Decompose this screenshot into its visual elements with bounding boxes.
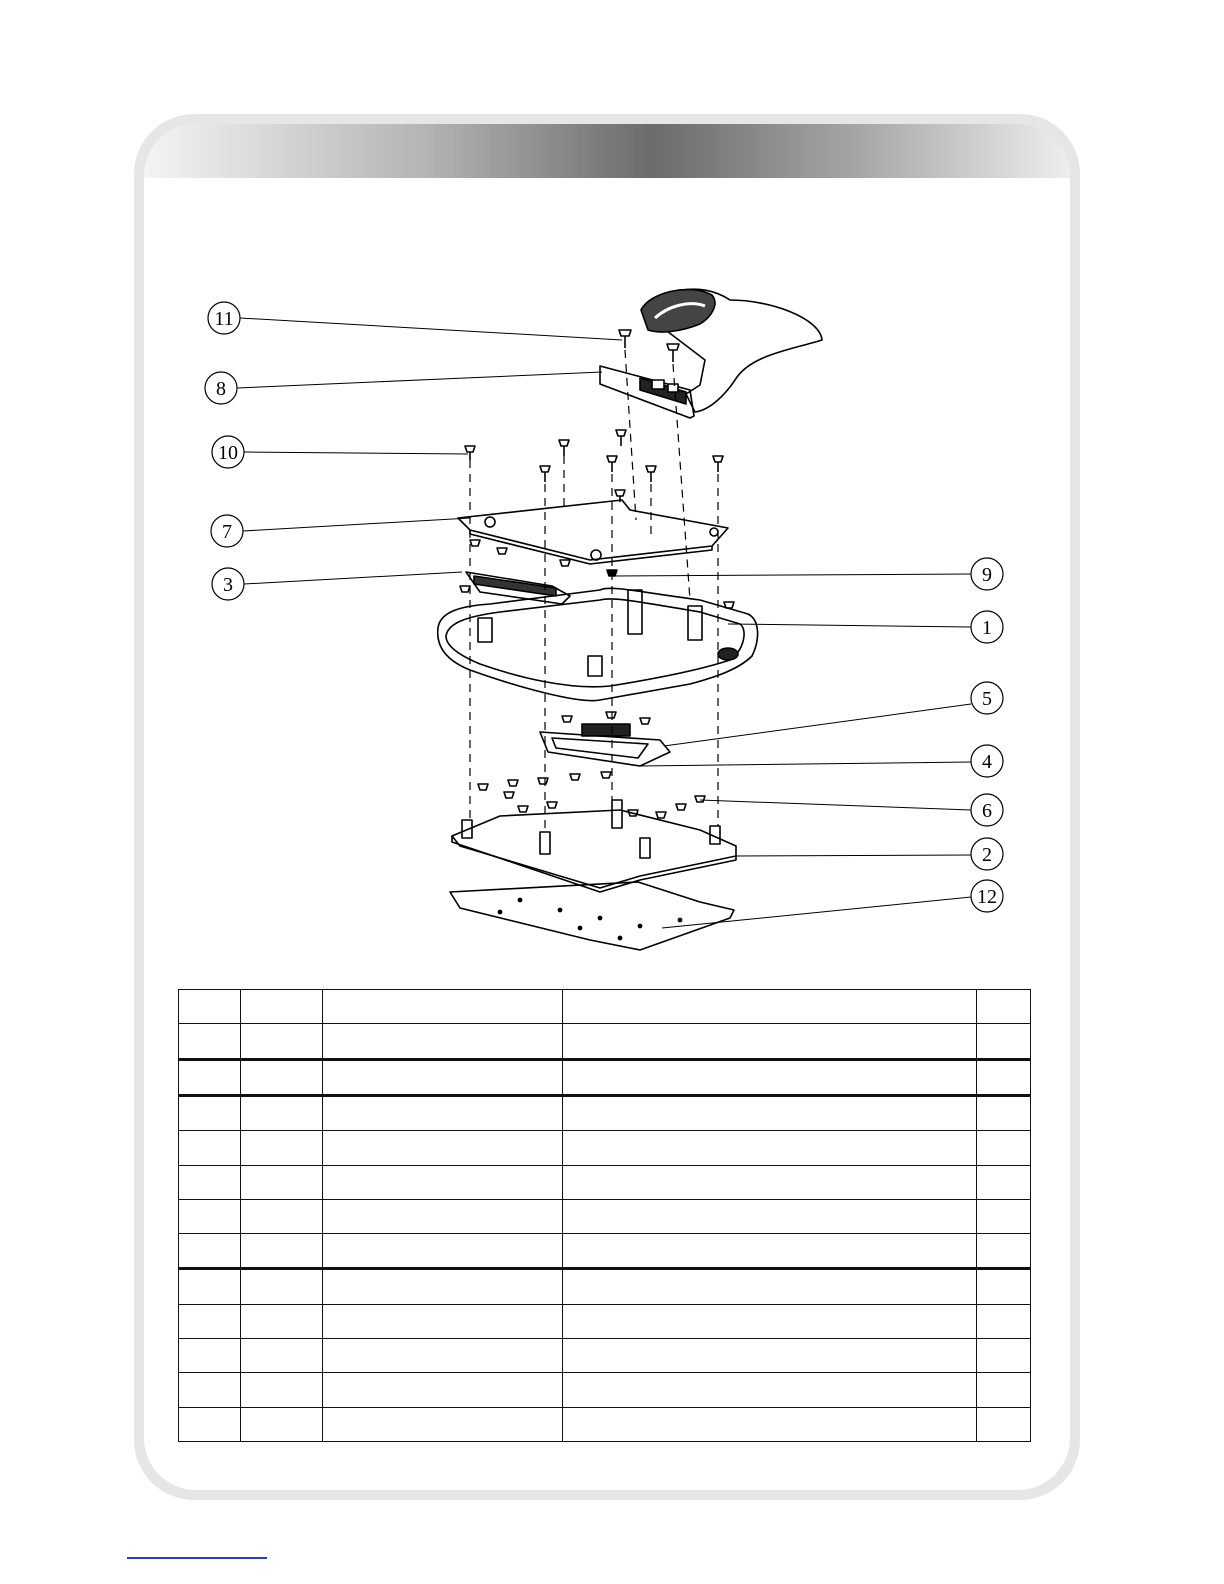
callout-8 (205, 372, 237, 404)
part-12-base-sheet (450, 882, 734, 950)
table-cell (179, 1059, 241, 1095)
svg-text:2: 2 (982, 844, 992, 866)
table-cell (563, 1269, 977, 1304)
table-cell (179, 1199, 241, 1233)
table-cell (977, 1339, 1031, 1373)
callout-leader-lines (237, 318, 971, 928)
table-cell (241, 1373, 323, 1407)
parts-list-table (178, 989, 1031, 1442)
table-cell (977, 1024, 1031, 1059)
table-cell (323, 1199, 563, 1233)
table-cell (323, 1339, 563, 1373)
table-cell (977, 1199, 1031, 1233)
callout-5 (971, 682, 1003, 714)
table-cell (323, 1407, 563, 1441)
table-row (179, 1269, 1031, 1304)
callout-2 (971, 838, 1003, 870)
table-cell (241, 1059, 323, 1095)
table-cell (241, 1024, 323, 1059)
svg-text:4: 4 (982, 751, 992, 773)
part-2-lower-housing (452, 800, 736, 892)
screws-11 (619, 330, 679, 362)
table-cell (241, 1339, 323, 1373)
svg-text:9: 9 (982, 564, 992, 586)
table-cell (323, 1059, 563, 1095)
part-4-keypad-frame (540, 724, 670, 766)
table-row (179, 1095, 1031, 1130)
table-cell (179, 1024, 241, 1059)
table-row (179, 1304, 1031, 1338)
svg-text:7: 7 (222, 521, 232, 543)
table-cell (977, 1165, 1031, 1199)
table-cell (241, 1407, 323, 1441)
table-row (179, 1234, 1031, 1269)
svg-text:10: 10 (218, 442, 238, 464)
part-3-hinge (466, 572, 570, 604)
table-cell (241, 1165, 323, 1199)
callout-9 (971, 558, 1003, 590)
callout-3 (212, 568, 244, 600)
table-cell (323, 990, 563, 1024)
table-cell (241, 1234, 323, 1269)
table-cell (323, 1269, 563, 1304)
table-row (179, 1373, 1031, 1407)
table-cell (977, 1407, 1031, 1441)
table-cell (977, 1234, 1031, 1269)
part-8-display-module (600, 366, 694, 418)
table-cell (977, 990, 1031, 1024)
svg-text:1: 1 (982, 617, 992, 639)
table-cell (977, 1269, 1031, 1304)
table-row (179, 1059, 1031, 1095)
callout-6 (971, 794, 1003, 826)
table-cell (241, 1269, 323, 1304)
footer-link-underline[interactable] (127, 1557, 267, 1559)
table-cell (179, 1373, 241, 1407)
table-cell (563, 1234, 977, 1269)
table-row (179, 1024, 1031, 1059)
table-cell (179, 1304, 241, 1338)
svg-text:11: 11 (214, 308, 234, 330)
table-cell (977, 1059, 1031, 1095)
table-cell (977, 1131, 1031, 1165)
table-row (179, 1131, 1031, 1165)
svg-text:8: 8 (216, 378, 226, 400)
table-cell (179, 990, 241, 1024)
table-cell (241, 1304, 323, 1338)
part-1-upper-housing (438, 588, 758, 700)
table-cell (563, 1024, 977, 1059)
table-cell (977, 1095, 1031, 1130)
table-cell (179, 1407, 241, 1441)
table-cell (323, 1095, 563, 1130)
table-cell (563, 1059, 977, 1095)
table-cell (977, 1304, 1031, 1338)
callout-12 (971, 880, 1003, 912)
table-row (179, 1165, 1031, 1199)
table-cell (977, 1373, 1031, 1407)
table-cell (323, 1024, 563, 1059)
table-header-row (179, 990, 1031, 1024)
callout-10 (212, 436, 244, 468)
table-cell (563, 1095, 977, 1130)
table-cell (179, 1339, 241, 1373)
svg-text:5: 5 (982, 688, 992, 710)
table-cell (179, 1095, 241, 1130)
table-cell (323, 1131, 563, 1165)
table-row (179, 1339, 1031, 1373)
table-cell (563, 990, 977, 1024)
table-cell (563, 1304, 977, 1338)
table-cell (563, 1165, 977, 1199)
table-cell (179, 1269, 241, 1304)
svg-text:12: 12 (977, 886, 997, 908)
table-cell (563, 1131, 977, 1165)
table-cell (179, 1131, 241, 1165)
table-cell (563, 1339, 977, 1373)
table-cell (563, 1199, 977, 1233)
svg-text:6: 6 (982, 800, 992, 822)
callout-11 (208, 302, 240, 334)
table-row (179, 1199, 1031, 1233)
callout-4 (971, 745, 1003, 777)
callouts (205, 302, 1003, 912)
table-cell (563, 1373, 977, 1407)
table-row (179, 1407, 1031, 1441)
svg-text:3: 3 (223, 574, 233, 596)
table-cell (179, 1234, 241, 1269)
table-cell (563, 1407, 977, 1441)
table-cell (323, 1234, 563, 1269)
table-cell (241, 1199, 323, 1233)
part-5-button-screws (562, 712, 650, 724)
callout-1 (971, 611, 1003, 643)
table-cell (241, 1095, 323, 1130)
table-cell (241, 1131, 323, 1165)
table-cell (241, 990, 323, 1024)
table-cell (323, 1304, 563, 1338)
table-cell (323, 1165, 563, 1199)
table-cell (323, 1373, 563, 1407)
screws-10 (465, 430, 723, 502)
callout-7 (211, 515, 243, 547)
table-cell (179, 1165, 241, 1199)
